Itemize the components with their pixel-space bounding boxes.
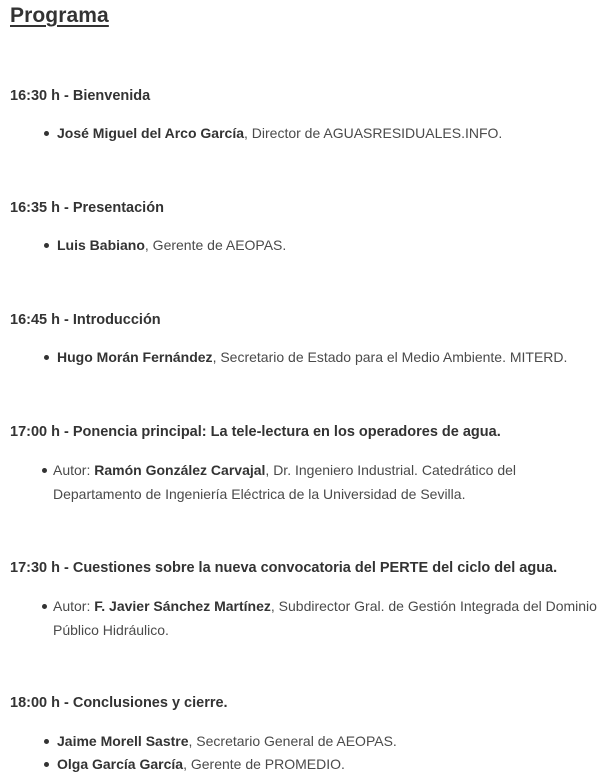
speaker-name: Jaime Morell Sastre: [57, 733, 189, 749]
speaker-role: , Gerente de AEOPAS.: [144, 237, 287, 253]
page-title: Programa: [10, 4, 109, 27]
speaker-prefix: Autor:: [53, 462, 95, 478]
speaker-item: [57, 752, 345, 776]
bullet-icon: [44, 243, 49, 248]
speaker-role: , Secretario General de AEOPAS.: [188, 733, 397, 749]
bullet-icon: [42, 468, 47, 473]
session-heading: 18:00 h - Conclusiones y cierre.: [10, 695, 228, 711]
speaker-name: José Miguel del Arco García: [57, 125, 244, 141]
speaker-name: Hugo Morán Fernández: [57, 349, 213, 365]
speaker-role: , Gerente de PROMEDIO.: [183, 756, 345, 772]
session-heading: 16:35 h - Presentación: [10, 200, 164, 216]
speaker-item: [57, 121, 502, 145]
speaker-name: Luis Babiano: [57, 237, 145, 253]
speaker-item: [53, 458, 601, 506]
bullet-icon: [44, 355, 49, 360]
speaker-role: , Director de AGUASRESIDUALES.INFO.: [244, 125, 503, 141]
session-heading: 16:30 h - Bienvenida: [10, 88, 151, 104]
speaker-role: , Dr. Ingeniero Industrial. Catedrático del Departamento de Ingeniería Eléctrica de la Universidad de Sevilla.: [53, 462, 516, 502]
speaker-role: , Subdirector Gral. de Gestión Integrada del Dominio Público Hidráulico.: [53, 598, 597, 638]
speaker-item: [57, 345, 567, 369]
bullet-icon: [44, 762, 49, 767]
session-heading: 17:00 h - Ponencia principal: La tele-lectura en los operadores de agua.: [10, 424, 501, 440]
session-heading: 17:30 h - Cuestiones sobre la nueva convocatoria del PERTE del ciclo del agua.: [10, 560, 558, 576]
speaker-name: Ramón González Carvajal: [94, 462, 266, 478]
speaker-name: F. Javier Sánchez Martínez: [94, 598, 271, 614]
speaker-item: [57, 729, 397, 753]
bullet-icon: [44, 739, 49, 744]
bullet-icon: [44, 131, 49, 136]
bullet-icon: [42, 604, 47, 609]
speaker-name: Olga García García: [57, 756, 184, 772]
speaker-item: [57, 233, 286, 257]
speaker-item: [53, 594, 601, 642]
speaker-role: , Secretario de Estado para el Medio Ambiente. MITERD.: [212, 349, 568, 365]
session-heading: 16:45 h - Introducción: [10, 312, 161, 328]
speaker-prefix: Autor:: [53, 598, 95, 614]
